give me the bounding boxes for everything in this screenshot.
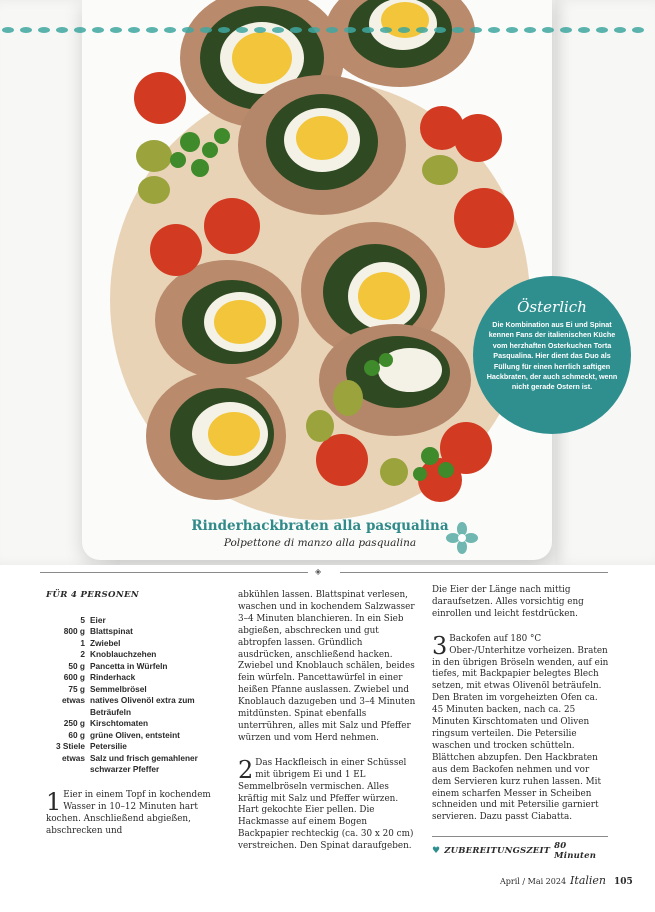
step-1 bbox=[46, 787, 221, 838]
page-footer bbox=[500, 874, 633, 887]
ingredient-name: Zwiebel bbox=[90, 637, 121, 648]
callout-text: Die Kombination aus Ei und Spinat kennen Fans der italienischen Küche vom herzhaften Osterkuchen Torta Pasqualina. Hier dient das Duo als Füllung für einen herrlich saftigen Hackbraten, der auch schmeckt, wenn nicht gerade Ostern ist. bbox=[486, 320, 618, 392]
step-number: 1 bbox=[46, 787, 62, 816]
step-number: 3 bbox=[432, 631, 448, 660]
ingredient-quantity: 5 bbox=[80, 614, 85, 625]
ingredient-quantity: 600 g bbox=[63, 672, 85, 683]
ingredient-quantity: 800 g bbox=[63, 626, 85, 637]
ingredient-quantity: etwas bbox=[61, 695, 85, 706]
ingredient-name: Knoblauchzehen bbox=[90, 649, 157, 660]
easter-callout-badge bbox=[473, 276, 631, 434]
page-number: 105 bbox=[614, 877, 633, 887]
ingredient-quantity: 60 g bbox=[68, 729, 85, 740]
ingredient-row bbox=[46, 615, 221, 627]
recipe-title: Rinderhackbraten alla pasqualina bbox=[191, 518, 449, 534]
ingredient-quantity: 50 g bbox=[68, 660, 85, 671]
recipe-title-block bbox=[170, 518, 470, 549]
meatloaf-slice bbox=[238, 75, 406, 215]
ingredient-row bbox=[46, 638, 221, 650]
meatloaf-slice bbox=[325, 0, 475, 87]
ingredient-name: Semmelbrösel bbox=[90, 683, 147, 694]
ingredient-name: Blattspinat bbox=[90, 626, 133, 637]
ingredient-name: grüne Oliven, entsteint bbox=[90, 729, 180, 740]
step-2-continued: Die Eier der Länge nach mittig daraufsetzen. Alles vorsichtig eng einrollen und leicht festdrücken. bbox=[432, 585, 584, 619]
recipe-subtitle: Polpettone di manzo alla pasqualina bbox=[223, 537, 417, 549]
magazine-brand: Italien bbox=[570, 874, 607, 887]
ingredient-row bbox=[46, 672, 221, 684]
column-method-3 bbox=[432, 585, 610, 824]
section-divider bbox=[40, 572, 308, 573]
step-text: Backofen auf 180 °C Ober-/Unterhitze vorheizen. Braten in den übrigen Bröseln wenden, auf ein tiefes, mit Backpapier belegtes Blech setzen, mit etwas Olivenöl beträufeln. Den Braten im vorgeheizten Ofen ca. 45 Minuten backen, nach ca. 25 Minuten Kirschtomaten und Oliven ringsum verteilen. Die Petersilie waschen und trocken schütteln. Blättchen abzupfen. Den Hackbraten aus dem Backofen nehmen und vor dem Servieren kurz ruhen lassen. Mit einem scharfen Messer in Scheiben schneiden und mit Petersilie garniert servieren. Dazu passt Ciabatta. bbox=[432, 633, 609, 823]
ingredients-list bbox=[46, 615, 221, 776]
divider-ornament-icon: ◈ bbox=[315, 567, 322, 576]
ingredient-row bbox=[46, 649, 221, 661]
ingredient-row bbox=[46, 718, 221, 730]
ingredient-name: Rinderhack bbox=[90, 672, 136, 683]
ingredient-quantity: 3 Stiele bbox=[55, 741, 85, 752]
column-ingredients bbox=[46, 590, 221, 838]
ingredient-quantity: 75 g bbox=[68, 683, 85, 694]
step-1-continued: abkühlen lassen. Blattspinat verlesen, waschen und in kochendem Salzwasser 3–4 Minuten blanchieren. In ein Sieb abgießen, abschrecken und gut abtropfen lassen. Gründlich ausdrücken, anschließend hacken. Zwiebel und Knoblauch schälen, beides fein würfeln. Pancettawürfel in einer heißen Pfanne auslassen. Zwiebel und Knoblauch dazugeben und 3–4 Minuten mitdünsten. Spinat ebenfalls unterrühren, alles mit Salz und Pfeffer würzen und vom Herd nehmen. bbox=[238, 590, 416, 743]
leaf-garland-ornament bbox=[0, 24, 655, 36]
prep-time-label: ZUBEREITUNGSZEIT bbox=[444, 846, 551, 856]
step-3 bbox=[432, 631, 610, 825]
ingredient-name: natives Olivenöl extra zum Beträufeln bbox=[90, 695, 195, 717]
issue-date: April / Mai 2024 bbox=[500, 877, 567, 886]
step-text: Das Hackfleisch in einer Schüssel mit übrigem Ei und 1 EL Semmelbröseln vermischen. Alles kräftig mit Salz und Pfeffer würzen. Hart gekochte Eier pellen. Die Hackmasse auf einem Bogen Backpapier rechteckig (ca. 30 x 20 cm) verstreichen. Den Spinat daraufgeben. bbox=[238, 757, 414, 852]
ingredient-row bbox=[46, 753, 221, 776]
ingredient-name: Kirschtomaten bbox=[90, 718, 149, 729]
step-text: Eier in einem Topf in kochendem Wasser in 10–12 Minuten hart kochen. Anschließend abgießen, abschrecken und bbox=[46, 789, 211, 836]
ingredient-row bbox=[46, 741, 221, 753]
ingredient-row bbox=[46, 684, 221, 696]
ingredient-row bbox=[46, 661, 221, 673]
column-method-2 bbox=[238, 590, 416, 853]
ingredient-row bbox=[46, 626, 221, 638]
ingredient-name: Salz und frisch gemahlener schwarzer Pfeffer bbox=[90, 752, 198, 775]
heart-icon: ♥ bbox=[432, 846, 441, 856]
step-number: 2 bbox=[238, 755, 254, 784]
ingredient-quantity: etwas bbox=[61, 752, 85, 763]
prep-time bbox=[432, 836, 608, 861]
ingredient-row bbox=[46, 695, 221, 718]
flower-icon bbox=[446, 522, 478, 554]
meatloaf-slice bbox=[155, 260, 299, 380]
prep-time-value: 80 Minuten bbox=[554, 841, 597, 861]
section-divider bbox=[340, 572, 608, 573]
ingredient-name: Pancetta in Würfeln bbox=[90, 660, 168, 671]
ingredient-quantity: 2 bbox=[80, 649, 85, 660]
meatloaf-slice bbox=[319, 324, 471, 436]
ingredient-name: Eier bbox=[90, 614, 106, 625]
meatloaf-slice bbox=[146, 372, 286, 500]
ingredient-name: Petersilie bbox=[90, 741, 127, 752]
ingredient-quantity: 1 bbox=[80, 637, 85, 648]
callout-title: Österlich bbox=[517, 298, 587, 316]
ingredient-quantity: 250 g bbox=[63, 718, 85, 729]
servings-label: FÜR 4 PERSONEN bbox=[46, 590, 140, 600]
step-2 bbox=[238, 755, 416, 853]
ingredient-row bbox=[46, 730, 221, 742]
